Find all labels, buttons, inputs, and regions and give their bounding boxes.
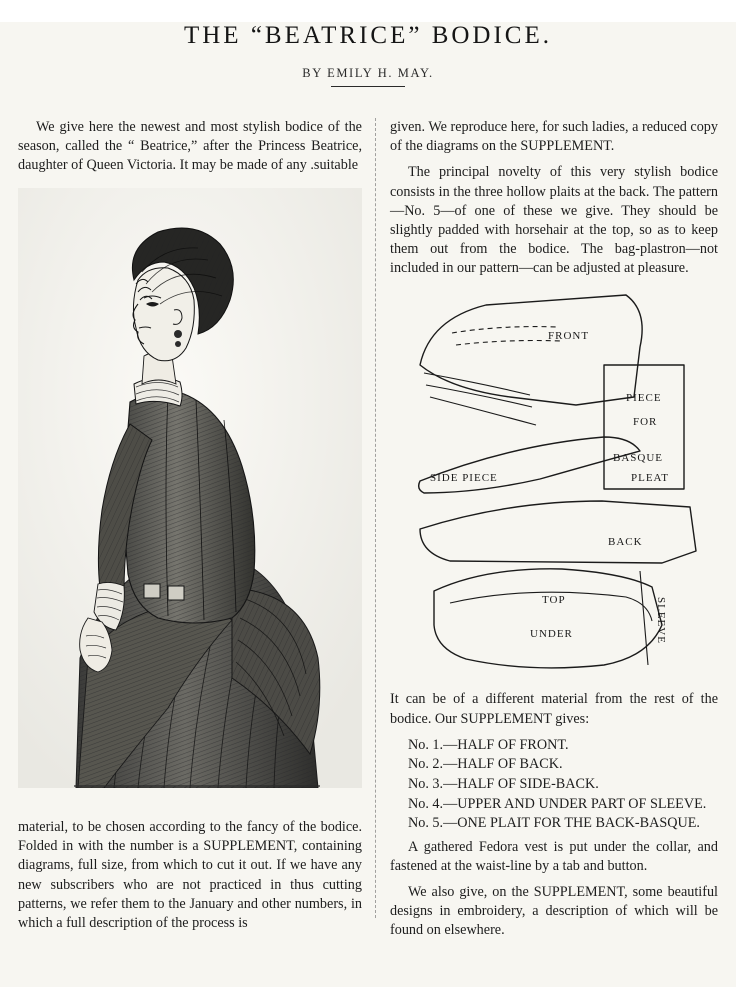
sleeve-pattern-outline [434, 569, 662, 668]
side-piece-pattern-outline [419, 437, 640, 493]
label-under: UNDER [530, 628, 573, 641]
byline: BY EMILY H. MAY. [302, 66, 434, 80]
list-item: No. 4.—UPPER AND UNDER PART OF SLEEVE. [408, 795, 707, 812]
right-paragraph-3: It can be of a different material from the rest of the bodice. Our SUPPLEMENT gives: [390, 691, 718, 727]
right-column [390, 118, 718, 948]
columns-container [18, 118, 718, 978]
left-paragraph-1: We give here the newest and most stylish bodice of the season, called the “ Beatrice,” after the Princess Beatrice, daughter of Queen Victoria. It may be made of any .suitable [18, 119, 362, 174]
front-pattern-outline [420, 295, 642, 405]
list-item: No. 5.—ONE PLAIT FOR THE BACK-BASQUE. [408, 815, 700, 832]
label-front: FRONT [548, 330, 590, 343]
right-paragraph-4: A gathered Fedora vest is put under the collar, and fastened at the waist-line by a tab and button. [390, 838, 718, 874]
left-paragraph-2: material, to be chosen according to the fancy of the bodice. Folded in with the number is a SUPPLEMENT, containing diagrams, full size, from which to cut it out. If we have any new subscribers who are not practiced in thus cutting patterns, we refer them to the January and other numbers, in which a full description of the process is [18, 819, 362, 931]
page-title: THE “BEATRICE” BODICE. [183, 22, 553, 49]
label-back: BACK [608, 536, 643, 549]
list-item: No. 3.—HALF OF SIDE-BACK. [408, 775, 599, 792]
right-paragraph-5: We also give, on the SUPPLEMENT, some beautiful designs in embroidery, a description of which will be found on elsewhere. [390, 884, 718, 939]
label-top: TOP [542, 594, 566, 607]
list-item: No. 2.—HALF OF BACK. [408, 756, 563, 773]
byline-rule [331, 86, 405, 87]
beatrice-bodice-illustration [18, 188, 362, 788]
pattern-diagram-svg [390, 285, 718, 685]
illustration-figure [18, 188, 362, 788]
left-bottom-text [18, 818, 362, 940]
label-pleat: PLEAT [631, 472, 669, 485]
supplement-list [390, 736, 718, 834]
label-side-piece: SIDE PIECE [430, 472, 498, 485]
left-column [18, 118, 362, 931]
right-paragraph-2: The principal novelty of this very stylish bodice consists in the three hollow plaits at the back. The pattern—No. 5—of one of these we give. They should be slightly padded with horsehair at the top, so as to keep them out from the bodice. The bag-plastron—not included in our pattern—can be adjusted at pleasure. [390, 164, 718, 277]
list-item: No. 1.—HALF OF FRONT. [408, 736, 569, 753]
magazine-page [0, 22, 736, 987]
label-for: FOR [633, 416, 658, 429]
back-pattern-outline [420, 501, 696, 563]
label-basque: BASQUE [613, 452, 664, 465]
label-sleeve: SLEEVE [655, 597, 667, 645]
label-piece: PIECE [626, 392, 662, 405]
right-paragraph-1: given. We reproduce here, for such ladies, a reduced copy of the diagrams on the SUPPLEMENT. [390, 119, 718, 155]
column-divider [375, 118, 376, 918]
pattern-diagrams [390, 285, 718, 690]
